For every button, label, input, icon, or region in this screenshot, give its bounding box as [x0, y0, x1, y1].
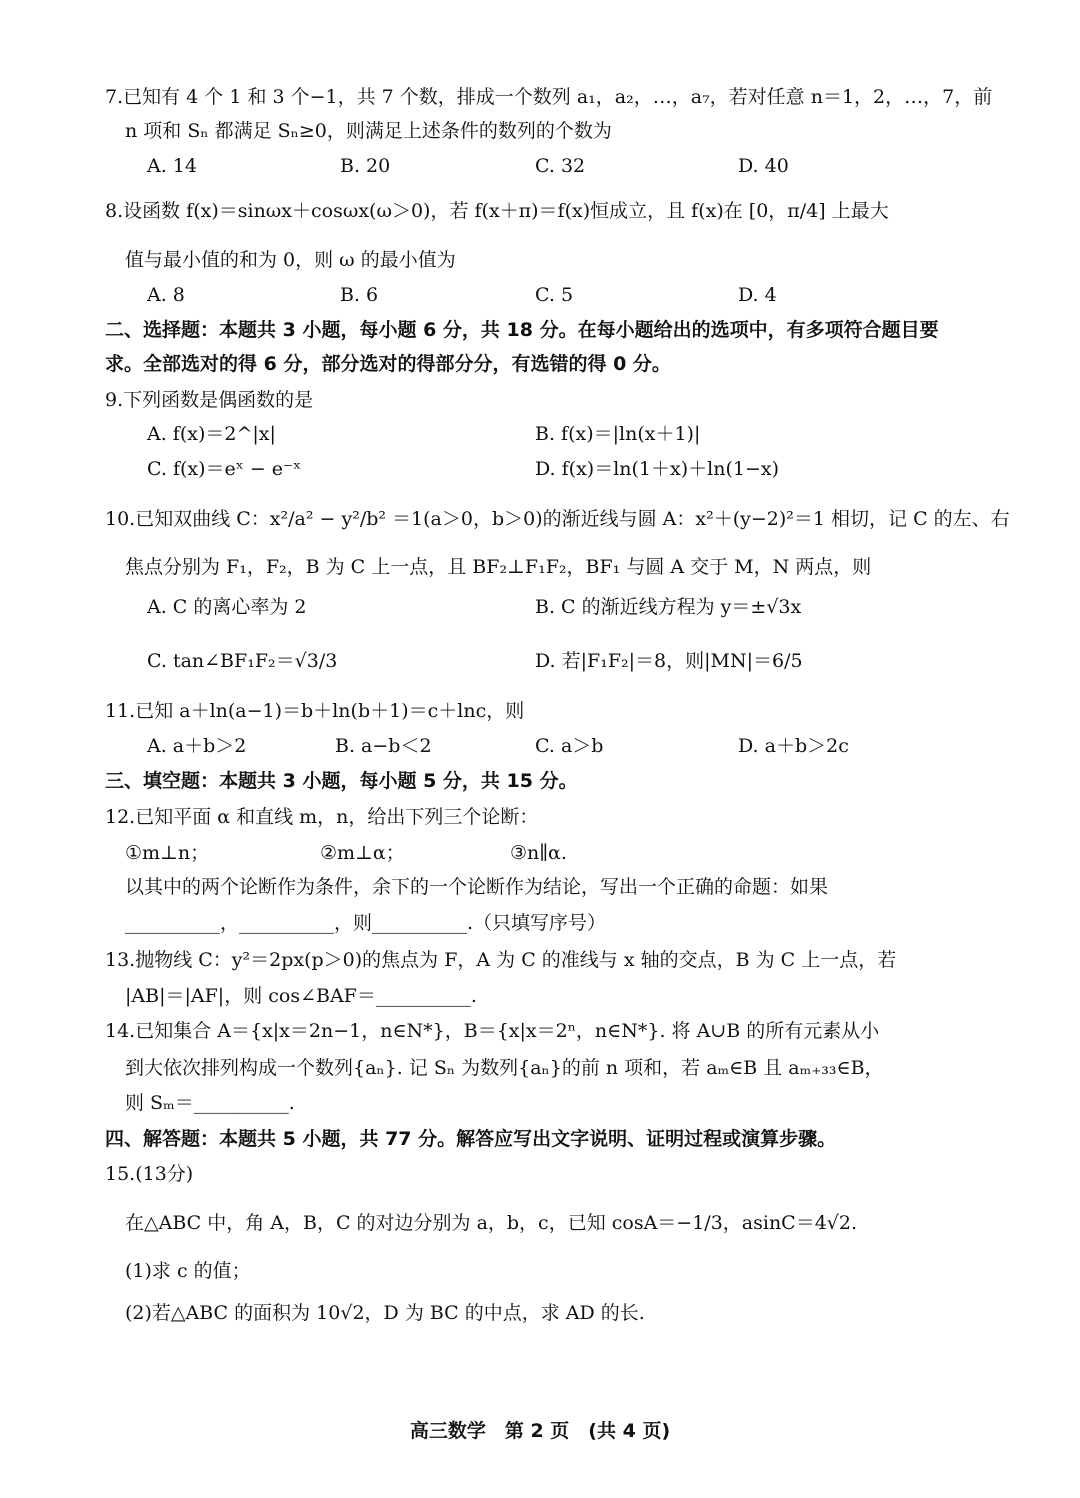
- section2-line2: 求。全部选对的得 6 分，部分选对的得部分分，有选错的得 0 分。: [105, 353, 671, 375]
- q9-option-a: A. f(x)＝2^|x|: [147, 423, 276, 445]
- q7-line1: 7.已知有 4 个 1 和 3 个−1，共 7 个数，排成一个数列 a₁，a₂，…，a₇，若对任意 n＝1，2，…，7，前: [105, 86, 993, 108]
- q9-stem: 9.下列函数是偶函数的是: [105, 389, 314, 411]
- q10-option-b: B. C 的渐近线方程为 y＝±√3x: [535, 596, 802, 618]
- q15-part1: (1)求 c 的值；: [125, 1260, 251, 1282]
- q11-option-d: D. a＋b＞2c: [738, 735, 849, 757]
- q15-line1: 在△ABC 中，角 A，B，C 的对边分别为 a，b，c，已知 cosA＝−1/3，asinC＝4√2.: [125, 1212, 858, 1234]
- q7-option-b: B. 20: [340, 155, 391, 177]
- section3-heading: 三、填空题：本题共 3 小题，每小题 5 分，共 15 分。: [105, 770, 578, 792]
- q14-line1: 14.已知集合 A＝{x|x＝2n−1，n∈N*}，B＝{x|x＝2ⁿ，n∈N*}. 将 A∪B 的所有元素从小: [105, 1020, 880, 1042]
- q9-option-b: B. f(x)＝|ln(x＋1)|: [535, 423, 701, 445]
- page-footer: 高三数学 第 2 页 (共 4 页): [409, 1420, 671, 1442]
- q10-line1: 10.已知双曲线 C：x²/a² − y²/b² ＝1(a＞0，b＞0)的渐近线与圆 A：x²＋(y−2)²＝1 相切，记 C 的左、右: [105, 508, 1010, 530]
- q12-claim-1: ①m⊥n；: [125, 842, 210, 864]
- q7-line2: n 项和 Sₙ 都满足 Sₙ≥0，则满足上述条件的数列的个数为: [125, 120, 612, 142]
- q12-claim-2: ②m⊥α；: [320, 842, 405, 864]
- q10-option-c: C. tan∠BF₁F₂＝√3/3: [147, 650, 338, 672]
- q13-line2: |AB|＝|AF|，则 cos∠BAF＝__________.: [125, 985, 477, 1007]
- q11-option-b: B. a−b＜2: [335, 735, 432, 757]
- q8-option-d: D. 4: [738, 284, 777, 306]
- q11-stem: 11.已知 a＋ln(a−1)＝b＋ln(b＋1)＝c＋lnc，则: [105, 700, 525, 722]
- q12-line4: __________，__________，则__________.（只填写序号）: [125, 912, 607, 934]
- q12-claim-3: ③n∥α.: [510, 842, 567, 864]
- q8-line1: 8.设函数 f(x)＝sinωx＋cosωx(ω＞0)，若 f(x＋π)＝f(x)恒成立，且 f(x)在 [0，π/4] 上最大: [105, 200, 889, 222]
- q7-option-a: A. 14: [147, 155, 197, 177]
- q9-option-d: D. f(x)＝ln(1＋x)＋ln(1−x): [535, 458, 780, 480]
- q12-line3: 以其中的两个论断作为条件，余下的一个论断作为结论，写出一个正确的命题：如果: [125, 876, 829, 898]
- q7-option-d: D. 40: [738, 155, 789, 177]
- q8-option-b: B. 6: [340, 284, 379, 306]
- q10-option-a: A. C 的离心率为 2: [147, 596, 307, 618]
- q15-part2: (2)若△ABC 的面积为 10√2，D 为 BC 的中点，求 AD 的长.: [125, 1302, 645, 1324]
- section2-line1: 二、选择题：本题共 3 小题，每小题 6 分，共 18 分。在每小题给出的选项中，有多项符合题目要: [105, 319, 939, 341]
- q8-line2: 值与最小值的和为 0，则 ω 的最小值为: [125, 249, 456, 271]
- q10-option-d: D. 若|F₁F₂|＝8，则|MN|＝6/5: [535, 650, 803, 672]
- q14-line2: 到大依次排列构成一个数列{aₙ}. 记 Sₙ 为数列{aₙ}的前 n 项和，若 aₘ∈B 且 aₘ₊₃₃∈B，: [125, 1057, 884, 1079]
- q15-heading: 15.(13分): [105, 1163, 194, 1185]
- q11-option-a: A. a＋b＞2: [147, 735, 247, 757]
- section4-heading: 四、解答题：本题共 5 小题，共 77 分。解答应写出文字说明、证明过程或演算步骤。: [105, 1128, 837, 1150]
- q7-option-c: C. 32: [535, 155, 586, 177]
- q10-line2: 焦点分别为 F₁，F₂，B 为 C 上一点，且 BF₂⊥F₁F₂，BF₁ 与圆 A 交于 M，N 两点，则: [125, 556, 872, 578]
- q8-option-a: A. 8: [147, 284, 185, 306]
- q13-line1: 13.抛物线 C：y²＝2px(p＞0)的焦点为 F，A 为 C 的准线与 x 轴的交点，B 为 C 上一点，若: [105, 949, 897, 971]
- q12-line1: 12.已知平面 α 和直线 m，n，给出下列三个论断：: [105, 806, 539, 828]
- q14-line3: 则 Sₘ＝__________.: [125, 1092, 295, 1114]
- q11-option-c: C. a＞b: [535, 735, 604, 757]
- q9-option-c: C. f(x)＝eˣ − e⁻ˣ: [147, 458, 302, 480]
- q8-option-c: C. 5: [535, 284, 574, 306]
